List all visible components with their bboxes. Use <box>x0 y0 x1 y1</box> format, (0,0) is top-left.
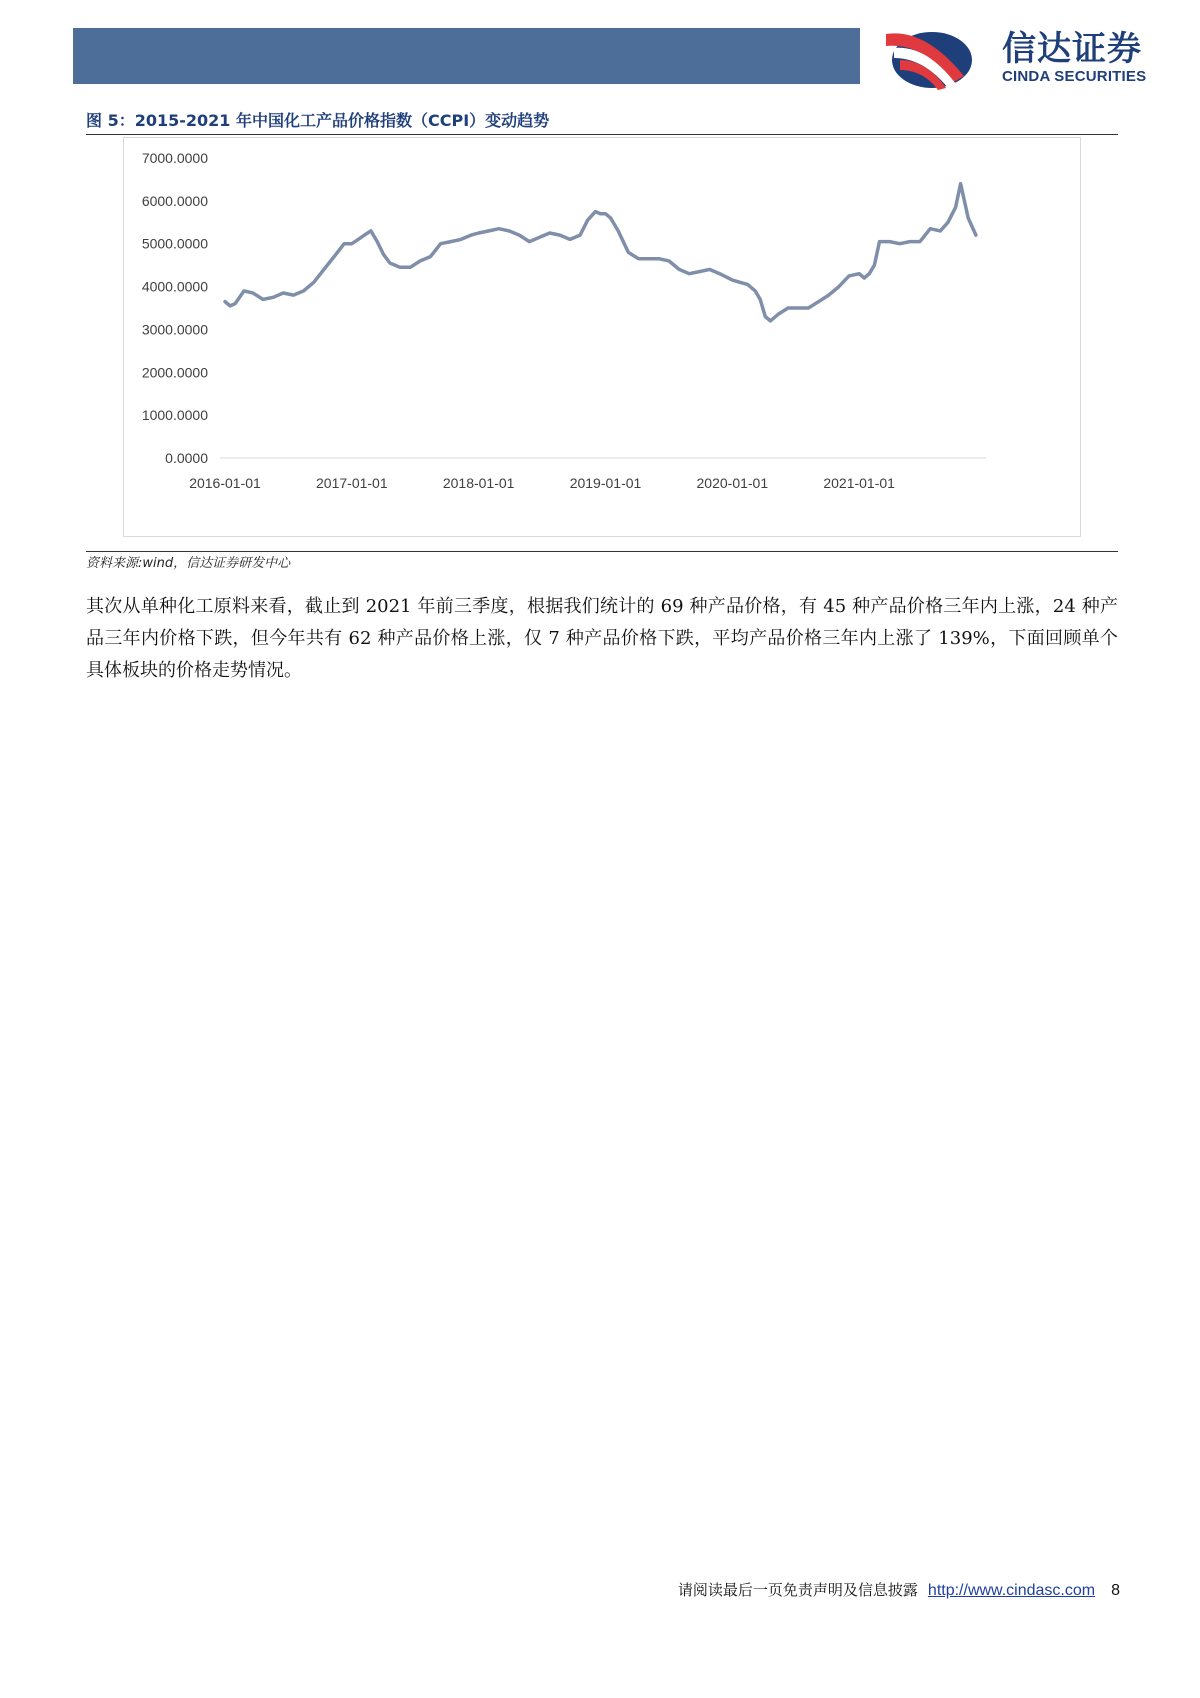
company-logo <box>884 24 1174 92</box>
header-band <box>73 28 860 84</box>
footer-disclaimer: 请阅读最后一页免责声明及信息披露 <box>677 1581 918 1599</box>
chart-container <box>123 137 1081 537</box>
x-tick-label: 2018-01-01 <box>442 475 515 491</box>
figure-source: 资料来源:wind，信达证券研发中心 <box>86 556 291 571</box>
x-tick-label: 2020-01-01 <box>696 475 769 491</box>
y-tick-label: 4000.0000 <box>141 278 208 295</box>
x-tick-label: 2017-01-01 <box>316 475 388 491</box>
figure-bottom-rule <box>86 551 1118 552</box>
series-line-ccpi <box>225 184 976 321</box>
logo-chinese-name: 信达证券 <box>1002 29 1142 69</box>
footer-website-link[interactable]: http://www.cindasc.com <box>927 1582 1096 1599</box>
y-tick-label: 7000.0000 <box>141 150 208 166</box>
y-tick-label: 5000.0000 <box>141 235 208 252</box>
page-number: 8 <box>1111 1582 1120 1599</box>
y-tick-label: 3000.0000 <box>141 321 208 338</box>
y-tick-label: 6000.0000 <box>141 192 208 209</box>
y-tick-label: 0.0000 <box>165 450 208 466</box>
page-footer <box>600 1578 1120 1603</box>
x-tick-label: 2021-01-01 <box>823 475 895 491</box>
cinda-logo-icon <box>884 24 980 92</box>
y-tick-label: 2000.0000 <box>141 364 208 381</box>
x-tick-label: 2019-01-01 <box>569 475 642 491</box>
y-tick-label: 1000.0000 <box>141 407 208 424</box>
x-tick-label: 2016-01-01 <box>189 475 261 491</box>
figure-top-rule <box>86 134 1118 135</box>
logo-english-name: CINDA SECURITIES <box>1002 68 1147 85</box>
figure-title: 图 5：2015-2021 年中国化工产品价格指数（CCPI）变动趋势 <box>86 111 550 130</box>
body-paragraph: 其次从单种化工原料来看，截止到 2021 年前三季度，根据我们统计的 69 种产品价格，有 45 种产品价格三年内上涨，24 种产品三年内价格下跌，但今年共有 62 种产品价格上涨，仅 7 种产品价格下跌，平均产品价格三年内上涨了 139%，下面回顾单个具体板块的价格走势情况。 <box>86 596 1118 681</box>
ccpi-line-chart <box>124 138 1080 536</box>
